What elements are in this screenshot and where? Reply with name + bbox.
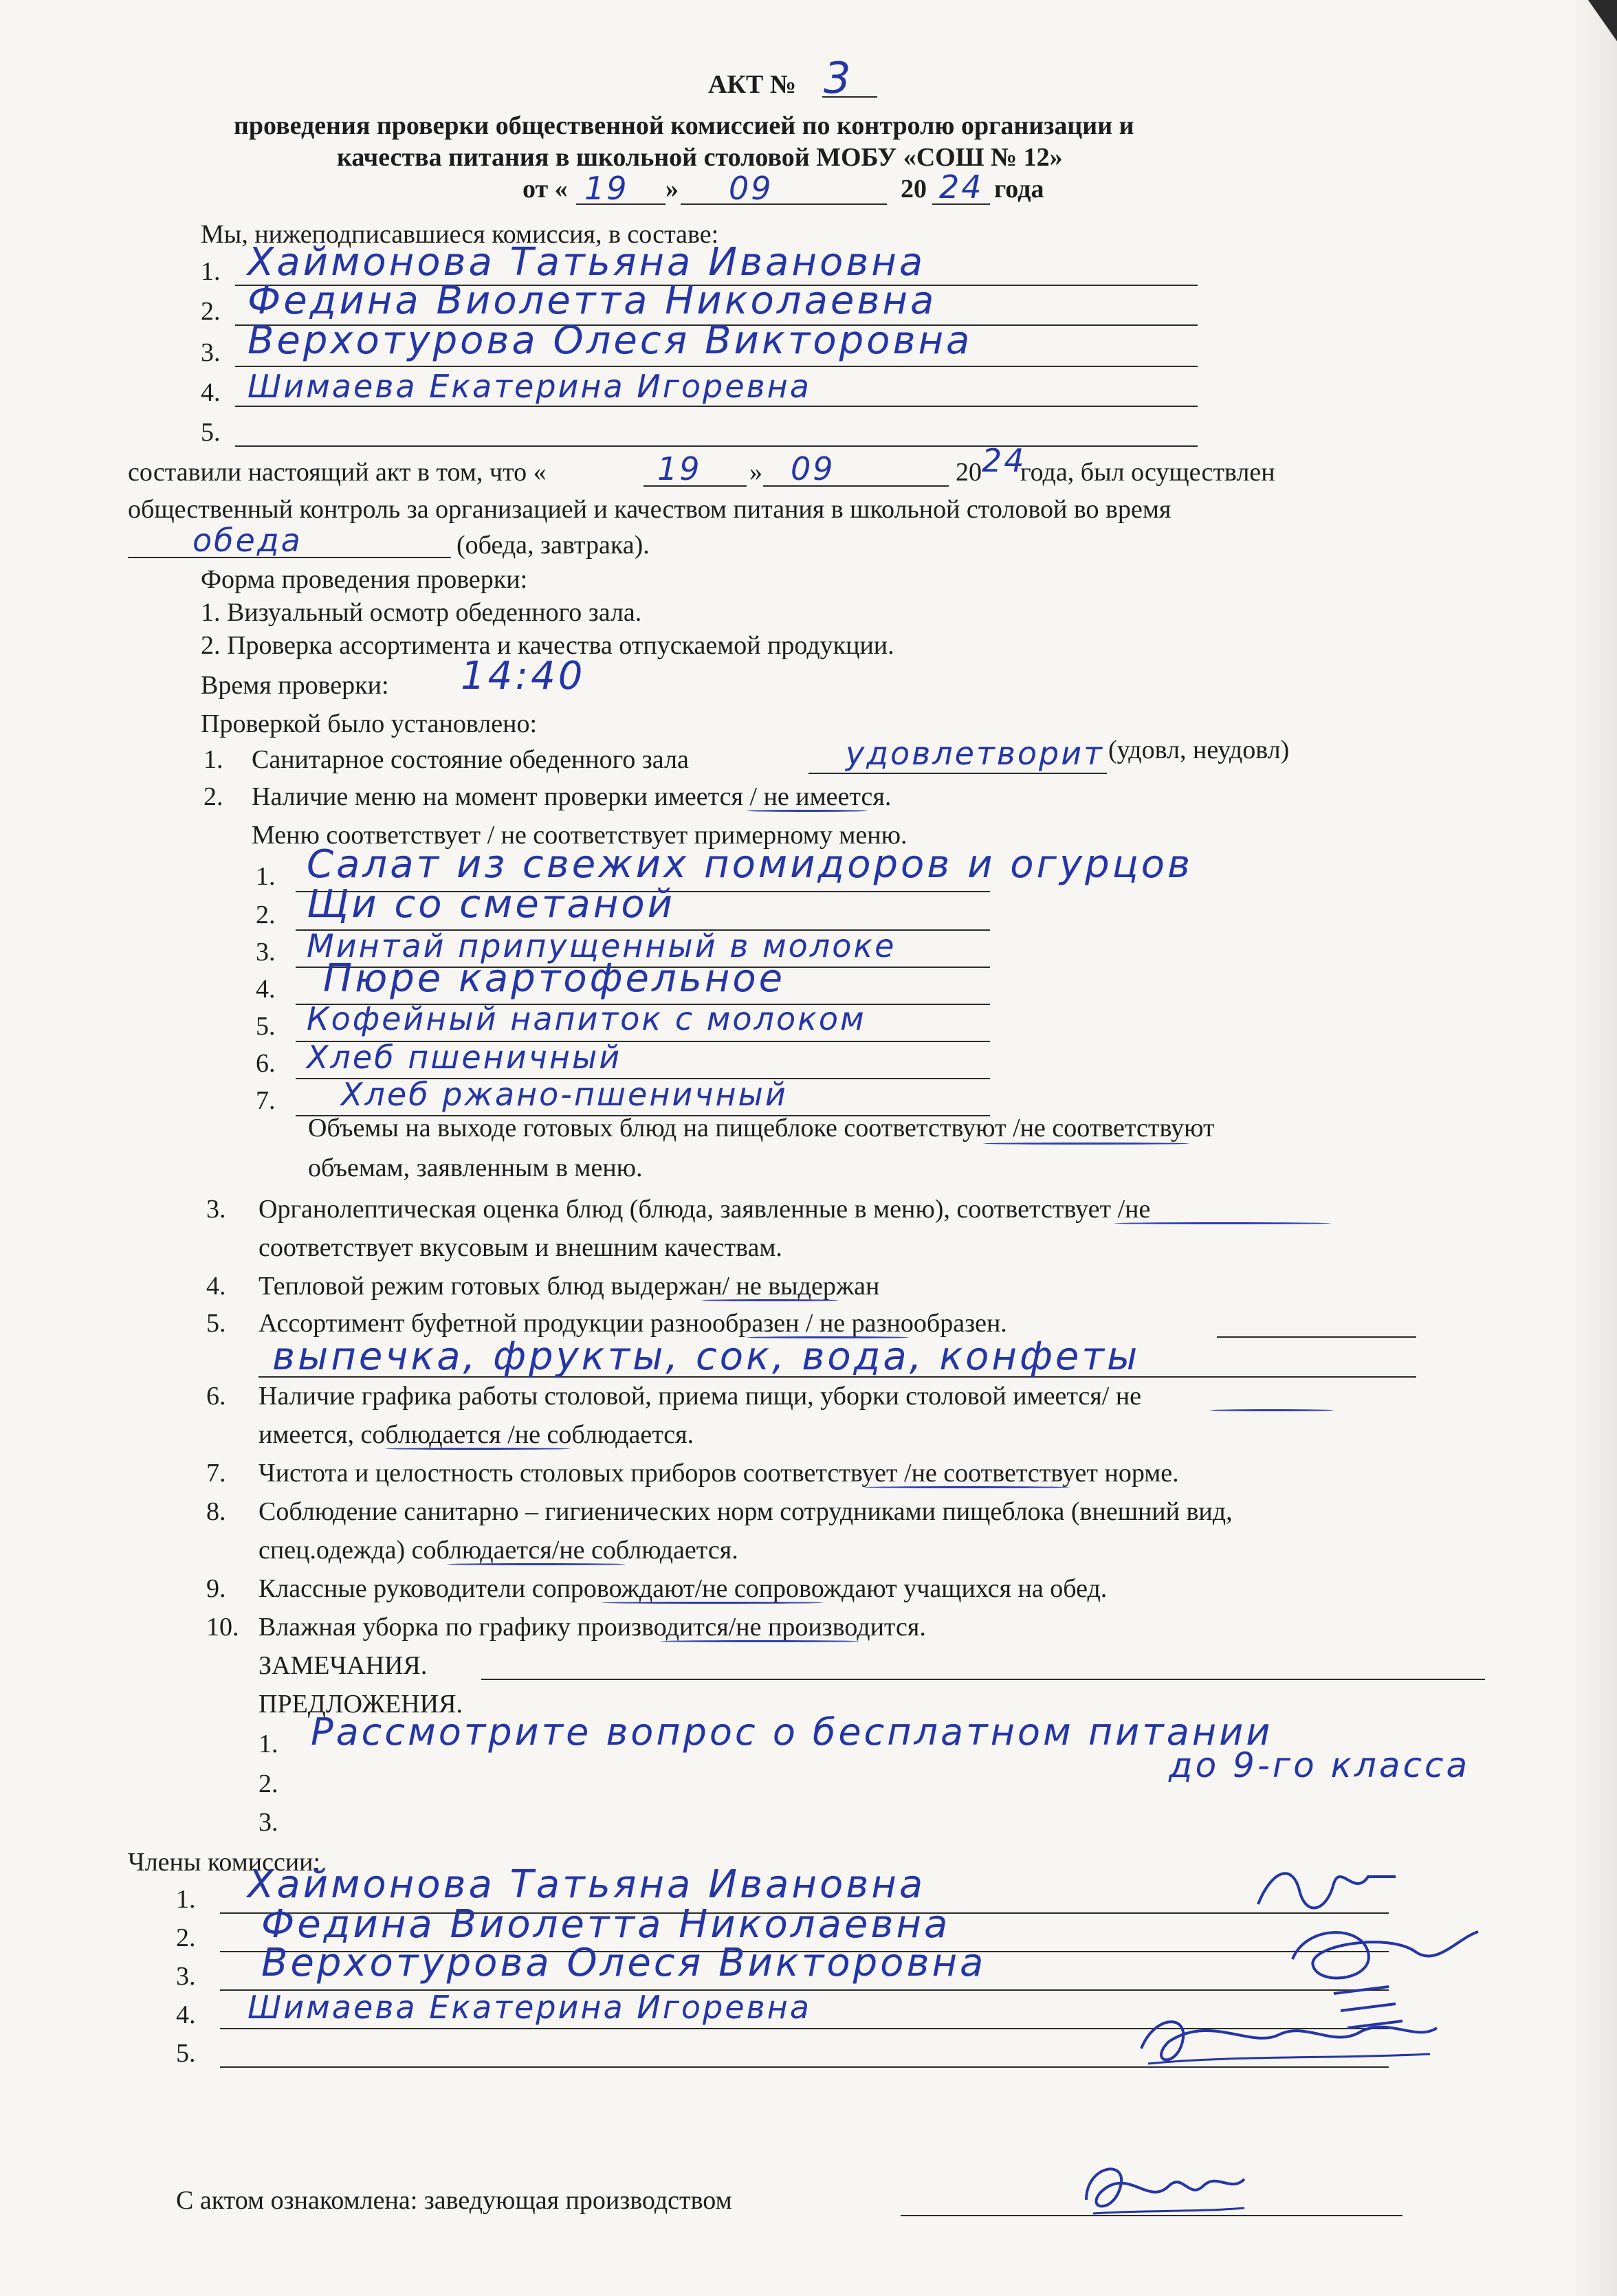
check-7-underline	[864, 1486, 1070, 1488]
statement-year: 24	[982, 442, 1026, 479]
statement-day: 19	[657, 450, 702, 487]
check-5-num: 5.	[206, 1309, 226, 1338]
proposal-num-3: 3.	[258, 1808, 278, 1837]
menu-dish-1: Салат из свежих помидоров и огурцов	[307, 842, 1194, 887]
page-edge-shadow	[1569, 0, 1617, 2296]
check-8-line1: Соблюдение санитарно – гигиенических норм сотрудниками пищеблока (внешний вид,	[258, 1497, 1233, 1526]
committee-name-2: Федина Виолетта Николаевна	[248, 278, 937, 323]
remarks-label: ЗАМЕЧАНИЯ.	[258, 1651, 428, 1680]
statement-century: 20	[956, 458, 982, 487]
form-heading: Форма проведения проверки:	[201, 565, 528, 594]
check-8-line2: спец.одежда) соблюдается/не соблюдается.	[258, 1536, 738, 1565]
time-label: Время проверки:	[201, 671, 389, 700]
check-6-line1: Наличие графика работы столовой, приема пищи, уборки столовой имеется/ не	[258, 1382, 1142, 1411]
proposal-num-2: 2.	[258, 1769, 278, 1798]
committee-name-3: Верхотурова Олеся Викторовна	[248, 318, 973, 363]
menu-dish-3: Минтай припущенный в молоке	[307, 927, 896, 964]
statement-month: 09	[791, 450, 835, 487]
committee-num-3: 3.	[201, 338, 221, 367]
proposal-num-1: 1.	[258, 1730, 278, 1758]
established-label: Проверкой было установлено:	[201, 709, 538, 738]
act-title-prefix: АКТ №	[708, 70, 797, 99]
form-item-1: 1. Визуальный осмотр обеденного зала.	[201, 598, 642, 627]
volumes-line2: объемам, заявленным в меню.	[308, 1153, 643, 1182]
menu-num-1: 1.	[256, 862, 276, 891]
proposals-label: ПРЕДЛОЖЕНИЯ.	[258, 1690, 463, 1719]
check-3-line2: соответствует вкусовым и внешним качествам.	[258, 1233, 782, 1262]
remarks-line	[481, 1679, 1485, 1680]
member-num-1: 1.	[176, 1885, 196, 1914]
committee-name-4: Шимаева Екатерина Игоревна	[248, 368, 811, 405]
check-2-menu: Меню соответствует / не соответствует примерному меню.	[252, 821, 908, 850]
menu-num-7: 7.	[256, 1086, 276, 1115]
date-century: 20	[901, 175, 927, 203]
check-2-num: 2.	[204, 782, 223, 811]
date-suffix: года	[994, 175, 1044, 203]
date-close: »	[666, 175, 679, 203]
check-9-underline	[601, 1602, 824, 1604]
check-1-num: 1.	[204, 745, 223, 774]
menu-dish-7: Хлеб ржано-пшеничный	[341, 1076, 788, 1113]
check-6-underline1	[1210, 1409, 1334, 1411]
date-month-line	[681, 203, 887, 205]
check-4-text: Тепловой режим готовых блюд выдержан/ не выдержан	[258, 1272, 880, 1301]
menu-num-3: 3.	[256, 938, 276, 967]
check-3-line1: Органолептическая оценка блюд (блюда, заявленные в меню), соответствует /не	[258, 1195, 1151, 1224]
date-year: 24	[939, 168, 984, 206]
signature-manager	[1072, 2145, 1251, 2227]
menu-num-4: 4.	[256, 975, 276, 1004]
member-name-1: Хаймонова Татьяна Ивановна	[248, 1862, 926, 1907]
member-num-3: 3.	[176, 1962, 196, 1991]
acquainted-text: С актом ознакомлена: заведующая производством	[176, 2186, 732, 2215]
statement-part2: года, был осуществлен	[1020, 458, 1275, 487]
signature-1	[1251, 1856, 1402, 1918]
menu-dish-2: Щи со сметаной	[307, 882, 675, 927]
check-5-value: выпечка, фрукты, сок, вода, конфеты	[272, 1334, 1141, 1379]
proposal-text-1: Рассмотрите вопрос о бесплатном питании	[311, 1710, 1273, 1754]
check-3-num: 3.	[206, 1195, 226, 1224]
date-day: 19	[584, 170, 629, 207]
volumes-line1: Объемы на выходе готовых блюд на пищеблоке соответствуют /не соответствуют	[308, 1114, 1215, 1143]
check-7-text: Чистота и целостность столовых приборов соответствует /не соответствует норме.	[258, 1459, 1179, 1488]
check-8-num: 8.	[206, 1497, 226, 1526]
check-9-num: 9.	[206, 1574, 226, 1603]
check-10-num: 10.	[206, 1613, 239, 1642]
menu-dish-6: Хлеб пшеничный	[307, 1039, 622, 1076]
member-num-4: 4.	[176, 2000, 196, 2029]
check-10-underline	[660, 1640, 859, 1642]
check-1-text: Санитарное состояние обеденного зала	[252, 745, 689, 774]
menu-num-5: 5.	[256, 1012, 276, 1041]
form-item-2: 2. Проверка ассортимента и качества отпускаемой продукции.	[201, 631, 894, 660]
menu-num-6: 6.	[256, 1049, 276, 1078]
check-9-text: Классные руководители сопровождают/не сопровождают учащихся на обед.	[258, 1574, 1108, 1603]
check-4-num: 4.	[206, 1272, 226, 1301]
act-title-line2: качества питания в школьной столовой МОБУ «СОШ № 12»	[337, 143, 1063, 172]
member-name-4: Шимаева Екатерина Игоревна	[248, 1989, 811, 2026]
check-5-text: Ассортимент буфетной продукции разнообразен / не разнообразен.	[258, 1309, 1007, 1338]
committee-num-2: 2.	[201, 297, 221, 326]
date-from-label: от «	[522, 175, 568, 203]
volumes-underline	[983, 1143, 1189, 1145]
check-6-underline2	[385, 1448, 571, 1450]
check-6-num: 6.	[206, 1382, 226, 1411]
check-3-underline	[1114, 1222, 1331, 1224]
time-value: 14:40	[461, 654, 586, 698]
member-name-3: Верхотурова Олеся Викторовна	[261, 1941, 987, 1985]
check-7-num: 7.	[206, 1459, 226, 1488]
statement-line2: общественный контроль за организацией и качеством питания в школьной столовой во время	[128, 495, 1172, 524]
check-5-line-end	[1217, 1336, 1416, 1338]
act-number: 3	[824, 53, 854, 103]
signature-4	[1128, 2000, 1444, 2076]
committee-num-5: 5.	[201, 418, 221, 447]
meal-value: обеда	[192, 522, 302, 559]
statement-part1: составили настоящий акт в том, что «	[128, 458, 547, 487]
committee-name-1: Хаймонова Татьяна Ивановна	[248, 240, 926, 285]
members-label: Члены комиссии:	[128, 1848, 321, 1877]
proposal-text-1b: до 9-го класса	[1169, 1745, 1471, 1785]
committee-num-4: 4.	[201, 378, 221, 407]
menu-num-2: 2.	[256, 901, 276, 929]
statement-line3: (обеда, завтрака).	[456, 531, 650, 560]
check-2-underline	[747, 810, 868, 812]
check-6-line2: имеется, соблюдается /не соблюдается.	[258, 1420, 694, 1449]
act-title-line1: проведения проверки общественной комиссией по контролю организации и	[234, 111, 1134, 140]
check-10-text: Влажная уборка по графику производится/не производится.	[258, 1613, 926, 1642]
committee-num-1: 1.	[201, 257, 221, 286]
statement-close: »	[749, 458, 762, 487]
menu-dish-4: Пюре картофельное	[323, 956, 786, 1001]
member-name-2: Федина Виолетта Николаевна	[261, 1902, 951, 1947]
intro-text: Мы, нижеподписавшиеся комиссия, в составе:	[201, 220, 719, 249]
member-num-5: 5.	[176, 2039, 196, 2068]
date-month: 09	[729, 170, 773, 207]
check-1-value: удовлетворит	[846, 735, 1104, 772]
menu-dish-5: Кофейный напиток с молоком	[307, 1000, 866, 1037]
check-2-text: Наличие меню на момент проверки имеется / не имеется.	[252, 782, 892, 811]
check-4-underline	[701, 1299, 839, 1301]
member-num-2: 2.	[176, 1923, 196, 1952]
check-1-options: (удовл, неудовл)	[1108, 736, 1290, 764]
committee-line-5	[235, 445, 1198, 447]
check-8-underline	[447, 1563, 626, 1565]
